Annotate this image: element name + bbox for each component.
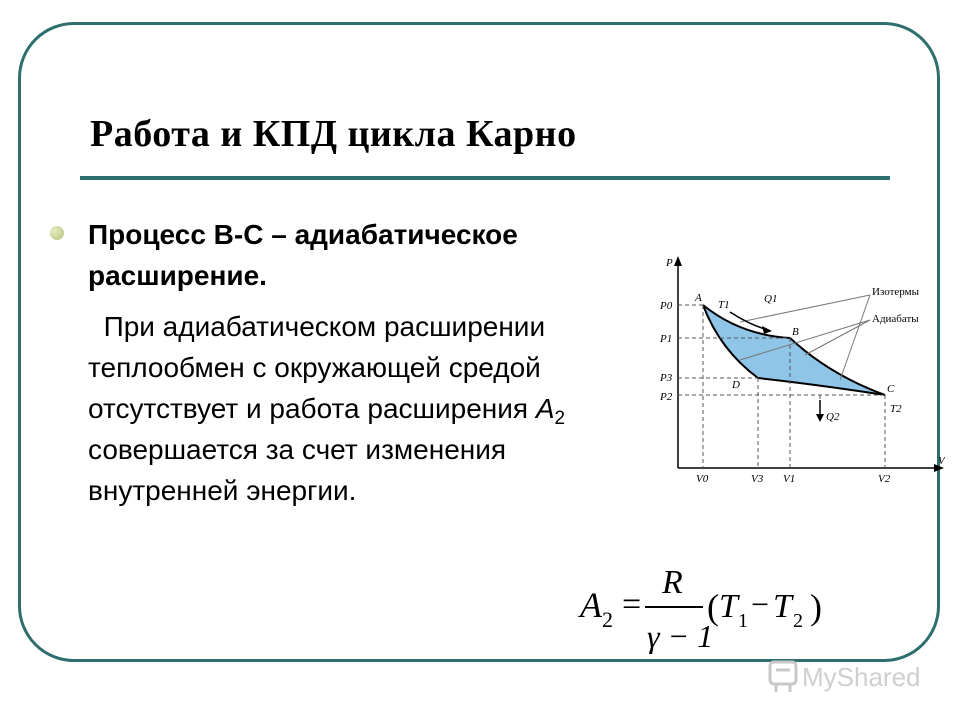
point-c-label: C: [887, 383, 895, 395]
body-paragraph: [88, 306, 648, 511]
q1-label: Q1: [764, 293, 778, 305]
v-label-v0: V0: [696, 473, 709, 485]
bullet-heading: Процесс В-С – адиабатическое расширение.: [88, 219, 518, 291]
legend-isotherms: Изотермы: [872, 286, 919, 298]
paragraph-a2-symbol: A: [535, 393, 555, 424]
p-label-p1: P1: [660, 333, 673, 345]
formula-t1-sub: 1: [738, 610, 748, 632]
formula-numerator: R: [662, 564, 683, 601]
paragraph-part1: При адиабатическом расширении теплообмен с окружающей средой отсутствует и работа расширения: [88, 311, 546, 424]
watermark-logo-icon: [770, 662, 796, 692]
point-a-label: A: [695, 292, 702, 304]
formula-t2: T: [773, 588, 792, 625]
formula-paren-close: ): [810, 587, 822, 627]
point-b-label: B: [792, 326, 799, 338]
q2-label: Q2: [826, 411, 840, 423]
p-label-p0: P0: [660, 300, 673, 312]
q2-arrowhead: [816, 414, 824, 422]
axis-p-label: P: [666, 257, 673, 269]
formula-lhs-sub: 2: [602, 607, 613, 632]
formula-minus: −: [751, 586, 770, 622]
legend-adiabats: Адиабаты: [872, 313, 919, 325]
p-axis-arrow: [674, 256, 682, 266]
myshared-watermark: [766, 654, 926, 696]
q1-arrowhead: [762, 326, 772, 334]
formula-equals: =: [622, 586, 642, 623]
formula-lhs: A: [580, 585, 602, 625]
v-label-v3: V3: [751, 473, 764, 485]
bullet-icon: [50, 226, 64, 240]
t1-label: T1: [718, 299, 730, 311]
p-label-p3: P3: [660, 372, 673, 384]
carnot-pv-diagram: [640, 250, 945, 490]
formula-t2-sub: 2: [793, 610, 803, 632]
formula-paren-open: (: [707, 587, 719, 627]
point-d-label: D: [732, 379, 740, 391]
v-label-v2: V2: [878, 473, 891, 485]
paragraph-a2-subscript: 2: [554, 408, 566, 429]
formula-denominator: γ − 1: [647, 618, 714, 654]
t2-label: T2: [890, 403, 902, 415]
watermark-text: MyShared: [802, 662, 921, 692]
work-formula: [575, 555, 840, 655]
axis-v-label: V: [938, 455, 945, 467]
formula-t1: T: [719, 588, 738, 625]
title-underline: [80, 176, 890, 180]
paragraph-part2: совершается за счет изменения внутренней энергии.: [88, 434, 507, 506]
p-label-p2: P2: [660, 391, 673, 403]
v-label-v1: V1: [783, 473, 796, 485]
slide-title: Работа и КПД цикла Карно: [90, 113, 577, 155]
